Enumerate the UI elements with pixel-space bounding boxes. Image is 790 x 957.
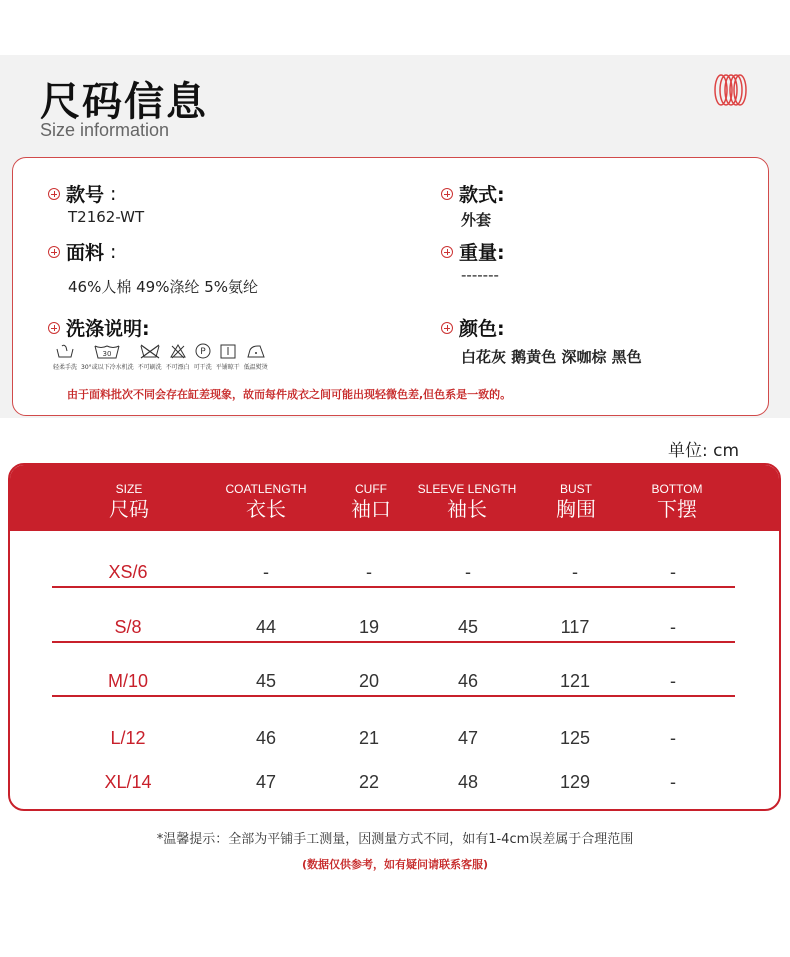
table-header — [10, 465, 779, 531]
table-cell: 125 — [559, 728, 591, 748]
table-cell: - — [670, 728, 676, 748]
header-bottom — [617, 481, 737, 521]
color-variance-warning: 由于面料批次不同会存在缸差现象，故而每件成衣之间可能出现轻微色差,但色系是一致的。 — [67, 388, 512, 401]
fabric-value: 46%人棉 49%涤纶 5%氨纶 — [68, 278, 259, 296]
header-cn: 胸围 — [556, 497, 596, 521]
color-value: 白花灰 鹅黄色 深咖棕 黑色 — [461, 348, 642, 366]
table-cell: 48 — [457, 772, 479, 792]
care-text: 30°或以下冷水机洗 — [81, 364, 134, 371]
care-text: 不可漂白 — [165, 364, 190, 371]
header-cn: 下摆 — [657, 497, 697, 521]
table-cell: 45 — [457, 617, 479, 637]
page-subtitle: Size information — [40, 120, 170, 140]
size-cell: XS/6 — [108, 562, 148, 582]
header-sleeve-length — [407, 481, 527, 521]
rings-icon — [712, 72, 748, 108]
size-cell: XL/14 — [104, 772, 152, 792]
type-label-text: 款式: — [459, 184, 505, 206]
size-cell: S/8 — [114, 617, 142, 637]
table-cell: - — [670, 562, 676, 582]
wash-label-text: 洗涤说明: — [66, 318, 150, 340]
machine-wash-30-icon — [93, 343, 121, 359]
page-title: 尺码信息 — [40, 79, 208, 125]
unit-label: 单位: cm — [668, 441, 740, 461]
header-en: SLEEVE LENGTH — [417, 482, 517, 496]
header-en: BUST — [559, 482, 592, 496]
table-cell: 19 — [358, 617, 380, 637]
table-cell: 22 — [358, 772, 380, 792]
table-cell: 46 — [457, 671, 479, 691]
weight-label-text: 重量: — [459, 242, 505, 264]
header-cn: 衣长 — [246, 497, 286, 521]
type-value: 外套 — [461, 211, 492, 229]
care-item — [166, 342, 190, 371]
table-cell: - — [670, 772, 676, 792]
dry-clean-letter: P — [199, 347, 206, 357]
wash-temp-label: 30 — [102, 350, 112, 358]
care-text: 不可刷洗 — [137, 364, 162, 371]
table-row — [52, 728, 735, 752]
care-item — [244, 342, 268, 371]
style-no-label-text: 款号 — [66, 184, 105, 206]
care-item — [138, 342, 162, 371]
care-text: 低温熨烫 — [243, 364, 268, 371]
color-label — [441, 314, 505, 341]
line-dry-icon — [219, 343, 237, 359]
table-cell: 47 — [457, 728, 479, 748]
table-row — [52, 562, 735, 588]
care-text: 平铺晾干 — [215, 364, 240, 371]
table-cell: 20 — [358, 671, 380, 691]
table-cell: - — [263, 562, 269, 582]
header-cn: 袖口 — [351, 497, 391, 521]
fabric-label-text: 面料 — [66, 242, 105, 264]
table-cell: - — [572, 562, 578, 582]
table-cell: - — [670, 617, 676, 637]
table-cell: 117 — [560, 617, 590, 637]
dry-clean-p-icon — [194, 343, 212, 359]
header-size — [69, 481, 189, 521]
care-item — [81, 342, 134, 371]
size-table — [8, 463, 781, 811]
care-text: 可干洗 — [193, 364, 212, 371]
measurement-note: *温馨提示：全部为平铺手工测量，因测量方式不同，如有1-4cm误差属于合理范围 — [156, 832, 634, 847]
table-cell: 45 — [255, 671, 277, 691]
reference-note: (数据仅供参考，如有疑问请联系客服) — [301, 858, 489, 871]
plus-circle-icon — [441, 188, 453, 200]
table-cell: 44 — [255, 617, 277, 637]
table-row — [52, 617, 735, 643]
color-label-text: 颜色: — [459, 318, 505, 340]
header-cn: 袖长 — [447, 497, 487, 521]
header-coat-length — [206, 481, 326, 521]
header-cn: 尺码 — [109, 497, 149, 521]
care-item — [194, 342, 212, 371]
table-row — [52, 671, 735, 697]
table-row — [52, 772, 735, 796]
care-instructions — [53, 342, 272, 371]
no-bleach-icon — [169, 343, 187, 359]
plus-circle-icon — [48, 322, 60, 334]
hand-wash-icon — [55, 343, 75, 359]
table-cell: 46 — [255, 728, 277, 748]
table-cell: - — [670, 671, 676, 691]
weight-label — [441, 238, 505, 265]
style-no-value: T2162-WT — [68, 208, 145, 226]
type-label — [441, 180, 505, 207]
size-cell: L/12 — [110, 728, 146, 748]
plus-circle-icon — [441, 322, 453, 334]
fabric-label: 面料 : — [48, 238, 116, 265]
table-cell: - — [366, 562, 372, 582]
style-no-label: 款号 : — [48, 180, 116, 207]
plus-circle-icon — [48, 188, 60, 200]
plus-circle-icon — [441, 246, 453, 258]
plus-circle-icon — [48, 246, 60, 258]
care-item — [53, 342, 77, 371]
care-item — [216, 342, 240, 371]
care-text: 轻柔手洗 — [53, 364, 78, 371]
table-cell: 121 — [559, 671, 591, 691]
header-en: CUFF — [355, 482, 387, 496]
weight-value: ------- — [461, 266, 499, 284]
table-cell: 21 — [358, 728, 380, 748]
table-cell: - — [465, 562, 471, 582]
table-cell: 47 — [255, 772, 277, 792]
header-en: SIZE — [115, 482, 143, 496]
header-en: COATLENGTH — [225, 482, 307, 496]
header-en: BOTTOM — [651, 482, 703, 496]
table-cell: 129 — [559, 772, 591, 792]
low-iron-icon — [246, 343, 266, 359]
size-cell: M/10 — [107, 671, 149, 691]
no-dry-clean-icon — [139, 343, 161, 359]
wash-label — [48, 314, 150, 341]
